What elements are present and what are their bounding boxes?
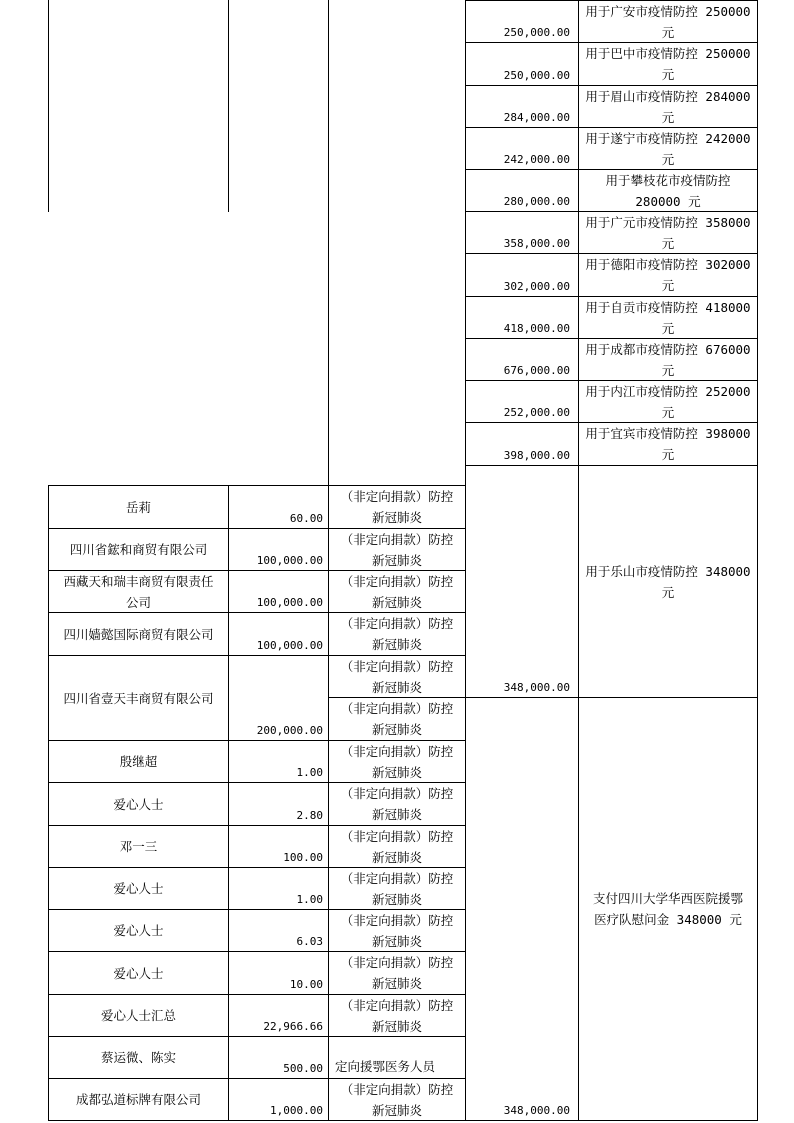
allocation-usage-line: 支付四川大学华西医院援鄂 xyxy=(592,891,743,906)
allocation-usage-line: 用于自贡市疫情防控 418000 xyxy=(585,299,751,315)
allocation-amount: 348,000.00 xyxy=(503,681,570,694)
allocation-usage-line: 用于巴中市疫情防控 250000 xyxy=(585,46,751,61)
donor-name-cell xyxy=(48,655,229,741)
donor-name: 成都弘道标牌有限公司 xyxy=(75,1092,201,1107)
donation-purpose-line: 新冠肺炎 xyxy=(371,552,422,568)
donation-purpose-cell xyxy=(328,570,466,613)
donation-amount: 22,966.66 xyxy=(263,1020,323,1033)
allocation-usage-line: 用于德阳市疫情防控 302000 xyxy=(585,257,751,272)
allocation-amount-cell xyxy=(465,465,579,698)
allocation-usage-line: 用于眉山市疫情防控 284000 xyxy=(585,88,751,104)
allocation-usage-cell xyxy=(578,127,758,170)
donation-amount: 500.00 xyxy=(283,1062,323,1075)
allocation-amount-cell xyxy=(465,42,579,86)
table-border-line xyxy=(228,0,229,212)
donation-purpose-cell xyxy=(328,909,466,952)
donor-name-line: 公司 xyxy=(125,594,151,610)
donation-amount: 60.00 xyxy=(289,512,323,525)
donor-name: 爱心人士汇总 xyxy=(100,1008,176,1023)
donation-purpose-line: （非定向捐款）防控 xyxy=(340,997,454,1013)
allocation-usage-line: 用于广安市疫情防控 250000 xyxy=(585,3,751,19)
allocation-usage-line: 用于内江市疫情防控 252000 xyxy=(585,383,751,399)
donation-amount-cell xyxy=(228,1036,329,1079)
allocation-usage-line: 元 xyxy=(661,584,675,600)
donation-purpose-cell xyxy=(328,951,466,995)
allocation-usage-line: 医疗队慰问金 348000 元 xyxy=(594,912,742,927)
donation-amount: 1.00 xyxy=(296,893,323,906)
donation-purpose-cell xyxy=(328,655,466,698)
donor-name-line: 西藏天和瑞丰商贸有限责任 xyxy=(63,573,214,589)
donation-amount-cell xyxy=(228,528,329,571)
donor-name-cell xyxy=(48,994,229,1037)
allocation-amount: 250,000.00 xyxy=(503,26,570,39)
donation-amount: 6.03 xyxy=(296,935,323,948)
donor-name: 四川省壹天丰商贸有限公司 xyxy=(63,690,214,706)
allocation-amount: 348,000.00 xyxy=(503,1104,570,1117)
donation-amount: 1,000.00 xyxy=(270,1104,323,1117)
allocation-usage-cell xyxy=(578,697,758,1121)
allocation-amount: 302,000.00 xyxy=(503,280,570,293)
allocation-usage-line: 元 xyxy=(661,362,675,378)
donation-purpose-line: 新冠肺炎 xyxy=(371,849,422,865)
allocation-amount-cell xyxy=(465,422,579,466)
donation-purpose-line: 新冠肺炎 xyxy=(371,594,422,610)
donation-amount-cell xyxy=(228,740,329,783)
donation-amount: 100,000.00 xyxy=(256,639,323,652)
donation-purpose-line: （非定向捐款）防控 xyxy=(340,912,454,928)
donation-amount-cell xyxy=(228,612,329,656)
donation-amount-cell xyxy=(228,782,329,826)
donation-purpose-line: （非定向捐款）防控 xyxy=(340,828,454,844)
allocation-usage-line: 元 xyxy=(661,447,675,462)
donation-purpose-line: （非定向捐款）防控 xyxy=(340,870,454,886)
donor-name-cell xyxy=(48,528,229,571)
allocation-usage-cell xyxy=(578,42,758,86)
table-border-line xyxy=(328,0,329,486)
allocation-usage-line: 元 xyxy=(661,235,675,251)
allocation-amount-cell xyxy=(465,85,579,128)
donor-name: 蔡运微、陈实 xyxy=(100,1050,176,1065)
donation-purpose-line: （非定向捐款）防控 xyxy=(340,743,454,759)
donation-amount: 100.00 xyxy=(283,851,323,864)
donation-purpose-cell xyxy=(328,1078,466,1121)
donor-name: 岳莉 xyxy=(125,499,151,515)
table-border-line xyxy=(48,0,49,212)
allocation-amount-cell xyxy=(465,697,579,1121)
donation-purpose: 定向援鄂医务人员 xyxy=(335,1059,436,1074)
allocation-usage-cell xyxy=(578,380,758,423)
allocation-usage-cell xyxy=(578,0,758,43)
donation-amount: 2.80 xyxy=(296,809,323,822)
donor-name: 爱心人士 xyxy=(113,923,164,938)
donor-name-cell xyxy=(48,1078,229,1121)
donation-amount-cell xyxy=(228,825,329,868)
allocation-amount: 398,000.00 xyxy=(503,449,570,462)
allocation-usage-cell xyxy=(578,85,758,128)
donation-purpose-line: （非定向捐款）防控 xyxy=(340,616,454,631)
allocation-usage-line: 元 xyxy=(661,404,675,420)
donation-purpose-line: 新冠肺炎 xyxy=(371,933,422,949)
allocation-amount: 418,000.00 xyxy=(503,322,570,335)
donation-purpose-line: （非定向捐款）防控 xyxy=(340,1081,454,1097)
donation-purpose-cell xyxy=(328,867,466,910)
donor-name-cell xyxy=(48,782,229,826)
donor-name-cell xyxy=(48,867,229,910)
allocation-usage-line: 元 xyxy=(661,67,675,82)
allocation-usage-cell xyxy=(578,296,758,339)
donation-purpose-line: 新冠肺炎 xyxy=(371,764,422,780)
allocation-usage-line: 用于遂宁市疫情防控 242000 xyxy=(585,130,751,146)
donation-purpose-cell xyxy=(328,612,466,656)
donation-amount: 1.00 xyxy=(296,766,323,779)
allocation-usage-cell xyxy=(578,422,758,466)
donor-name: 殷继超 xyxy=(119,754,158,769)
allocation-amount: 252,000.00 xyxy=(503,406,570,419)
donation-purpose-cell xyxy=(328,782,466,826)
donor-name: 四川省鋐和商贸有限公司 xyxy=(69,542,208,557)
donation-purpose-cell xyxy=(328,697,466,741)
allocation-usage-line: 元 xyxy=(661,109,675,125)
donation-purpose-line: （非定向捐款）防控 xyxy=(340,658,454,674)
donation-amount-cell xyxy=(228,994,329,1037)
allocation-usage-cell xyxy=(578,211,758,254)
allocation-usage-line: 元 xyxy=(661,278,675,293)
allocation-amount: 358,000.00 xyxy=(503,237,570,250)
allocation-amount-cell xyxy=(465,338,579,381)
allocation-amount: 676,000.00 xyxy=(503,364,570,377)
donation-purpose-line: （非定向捐款）防控 xyxy=(340,531,454,547)
donation-purpose-cell xyxy=(328,1036,466,1079)
donation-purpose-line: （非定向捐款）防控 xyxy=(340,701,454,716)
allocation-usage-line: 用于宜宾市疫情防控 398000 xyxy=(585,426,751,441)
donation-amount-cell xyxy=(228,485,329,529)
allocation-usage-line: 用于成都市疫情防控 676000 xyxy=(585,341,751,357)
donation-amount-cell xyxy=(228,909,329,952)
donor-name-cell xyxy=(48,612,229,656)
donation-purpose-line: 新冠肺炎 xyxy=(371,679,422,695)
allocation-amount: 250,000.00 xyxy=(503,69,570,82)
donor-name: 四川嫱懿国际商贸有限公司 xyxy=(63,626,214,642)
donation-purpose-line: （非定向捐款）防控 xyxy=(340,573,454,589)
donation-amount: 200,000.00 xyxy=(256,724,323,737)
donation-purpose-cell xyxy=(328,740,466,783)
donation-purpose-line: （非定向捐款）防控 xyxy=(340,786,454,801)
donation-purpose-cell xyxy=(328,825,466,868)
donation-purpose-line: 新冠肺炎 xyxy=(371,1018,422,1034)
allocation-usage-cell xyxy=(578,169,758,212)
allocation-amount-cell xyxy=(465,127,579,170)
donor-name: 邓一三 xyxy=(119,839,158,854)
donation-amount: 100,000.00 xyxy=(256,554,323,567)
donation-amount-cell xyxy=(228,1078,329,1121)
allocation-usage-line: 用于广元市疫情防控 358000 xyxy=(585,214,751,230)
donation-amount-cell xyxy=(228,951,329,995)
allocation-amount-cell xyxy=(465,380,579,423)
donor-name-cell xyxy=(48,1036,229,1079)
donation-amount: 100,000.00 xyxy=(256,596,323,609)
allocation-usage-line: 元 xyxy=(661,151,675,167)
donation-purpose-line: 新冠肺炎 xyxy=(371,510,422,525)
allocation-amount: 280,000.00 xyxy=(503,195,570,208)
donation-purpose-line: 新冠肺炎 xyxy=(371,722,422,737)
donor-name: 爱心人士 xyxy=(113,881,164,896)
donation-purpose-line: （非定向捐款）防控 xyxy=(340,489,454,504)
donation-purpose-line: 新冠肺炎 xyxy=(371,1102,422,1118)
donor-name: 爱心人士 xyxy=(113,796,164,812)
allocation-amount-cell xyxy=(465,253,579,297)
donation-purpose-line: 新冠肺炎 xyxy=(371,807,422,822)
donation-purpose-cell xyxy=(328,485,466,529)
donor-name-cell xyxy=(48,909,229,952)
allocation-usage-line: 用于乐山市疫情防控 348000 xyxy=(585,563,751,579)
allocation-usage-line: 元 xyxy=(661,24,675,40)
allocation-usage-line: 280000 元 xyxy=(635,193,701,209)
allocation-usage-cell xyxy=(578,465,758,698)
donor-name-cell xyxy=(48,485,229,529)
allocation-usage-cell xyxy=(578,253,758,297)
allocation-amount: 284,000.00 xyxy=(503,111,570,124)
allocation-amount-cell xyxy=(465,0,579,43)
allocation-usage-cell xyxy=(578,338,758,381)
allocation-usage-line: 元 xyxy=(661,320,675,336)
donor-name-cell xyxy=(48,825,229,868)
donor-name-cell xyxy=(48,740,229,783)
donation-purpose-line: （非定向捐款）防控 xyxy=(340,955,454,970)
donation-amount: 10.00 xyxy=(289,978,323,991)
donation-purpose-line: 新冠肺炎 xyxy=(371,976,422,991)
donor-name-cell xyxy=(48,951,229,995)
donor-name: 爱心人士 xyxy=(113,965,164,981)
donation-purpose-cell xyxy=(328,528,466,571)
donor-name-cell xyxy=(48,570,229,613)
allocation-amount-cell xyxy=(465,296,579,339)
donation-amount-cell xyxy=(228,570,329,613)
donation-purpose-cell xyxy=(328,994,466,1037)
allocation-amount: 242,000.00 xyxy=(503,153,570,166)
donation-purpose-line: 新冠肺炎 xyxy=(371,637,422,652)
donation-amount-cell xyxy=(228,867,329,910)
allocation-amount-cell xyxy=(465,211,579,254)
allocation-amount-cell xyxy=(465,169,579,212)
donation-amount-cell xyxy=(228,655,329,741)
allocation-usage-line: 用于攀枝花市疫情防控 xyxy=(605,172,731,188)
donation-purpose-line: 新冠肺炎 xyxy=(371,891,422,907)
